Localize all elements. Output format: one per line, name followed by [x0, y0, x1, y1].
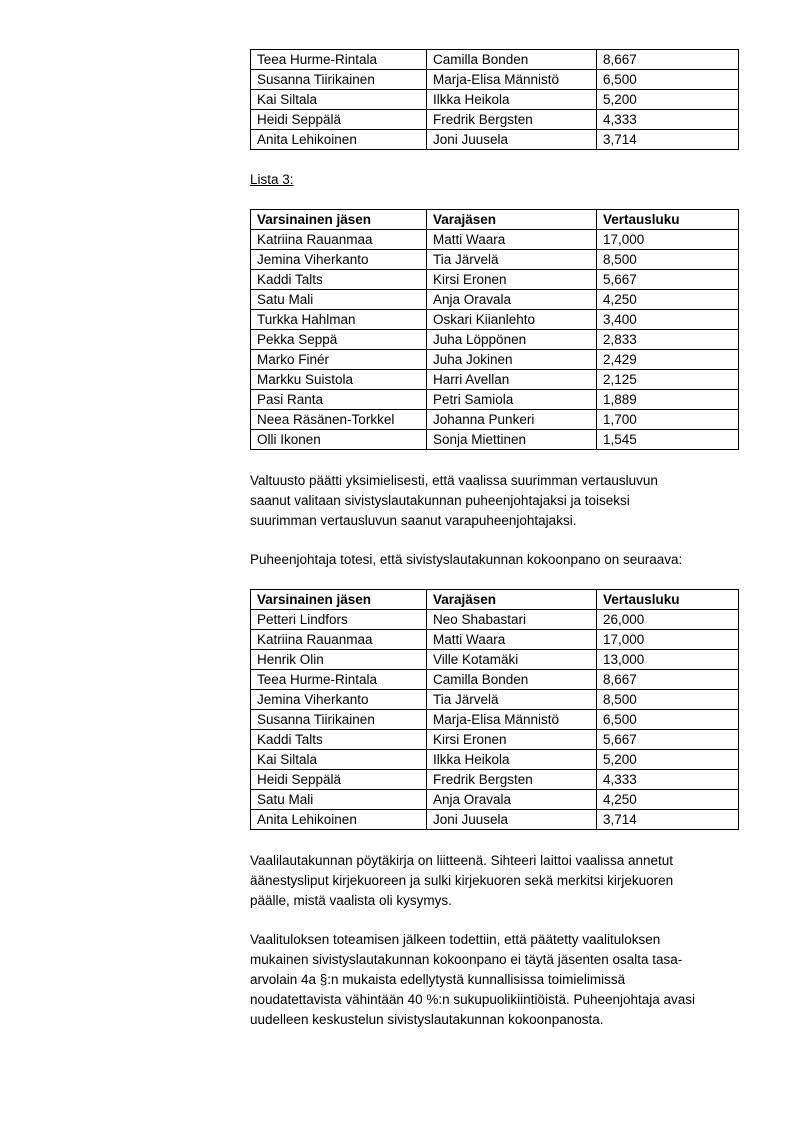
cell-comparison-number: 2,429 — [597, 350, 739, 370]
cell-regular-member: Kaddi Talts — [251, 730, 427, 750]
paragraph-line: äänestysliput kirjekuoreen ja sulki kirjekuoren sekä merkitsi kirjekuoren — [250, 873, 674, 888]
table-row — [251, 810, 739, 830]
table-row — [251, 630, 739, 650]
table-row — [251, 790, 739, 810]
paragraph-line: saanut valitaan sivistyslautakunnan puheenjohtajaksi ja toiseksi — [250, 493, 630, 508]
table-row — [251, 750, 739, 770]
cell-regular-member: Jemina Viherkanto — [251, 250, 427, 270]
cell-deputy-member: Joni Juusela — [427, 810, 597, 830]
table-row — [251, 410, 739, 430]
table-row — [251, 290, 739, 310]
cell-comparison-number: 17,000 — [597, 230, 739, 250]
cell-comparison-number: 3,714 — [597, 130, 739, 150]
paragraph-line: Puheenjohtaja totesi, että sivistyslautakunnan kokoonpano on seuraava: — [250, 552, 683, 567]
committee-composition-table — [250, 589, 739, 830]
cell-deputy-member: Oskari Kiianlehto — [427, 310, 597, 330]
cell-regular-member: Satu Mali — [251, 290, 427, 310]
table-row — [251, 270, 739, 290]
paragraph-composition-intro — [250, 550, 738, 570]
cell-deputy-member: Camilla Bonden — [427, 670, 597, 690]
cell-deputy-member: Juha Löppönen — [427, 330, 597, 350]
cell-regular-member: Marko Finér — [251, 350, 427, 370]
table-body — [251, 610, 739, 830]
paragraph-line: päälle, mistä vaalista oli kysymys. — [250, 893, 452, 908]
table-row — [251, 390, 739, 410]
cell-comparison-number: 2,125 — [597, 370, 739, 390]
cell-comparison-number: 8,667 — [597, 670, 739, 690]
cell-comparison-number: 4,250 — [597, 790, 739, 810]
cell-deputy-member: Anja Oravala — [427, 790, 597, 810]
cell-deputy-member: Camilla Bonden — [427, 50, 597, 70]
table-header-row — [251, 590, 739, 610]
header-deputy-member: Varajäsen — [427, 590, 597, 610]
paragraph-line: suurimman vertausluvun saanut varapuheenjohtajaksi. — [250, 513, 577, 528]
results-table-continued — [250, 49, 739, 150]
cell-regular-member: Pekka Seppä — [251, 330, 427, 350]
cell-deputy-member: Johanna Punkeri — [427, 410, 597, 430]
cell-regular-member: Olli Ikonen — [251, 430, 427, 450]
cell-deputy-member: Ilkka Heikola — [427, 90, 597, 110]
cell-regular-member: Turkka Hahlman — [251, 310, 427, 330]
paragraph-line: arvolain 4a §:n mukaista edellytystä kunnallisissa toimielimissä — [250, 972, 626, 987]
table-row — [251, 250, 739, 270]
cell-comparison-number: 5,200 — [597, 750, 739, 770]
cell-comparison-number: 8,667 — [597, 50, 739, 70]
cell-deputy-member: Ville Kotamäki — [427, 650, 597, 670]
header-regular-member: Varsinainen jäsen — [251, 210, 427, 230]
header-comparison-number: Vertausluku — [597, 210, 739, 230]
header-deputy-member: Varajäsen — [427, 210, 597, 230]
cell-regular-member: Teea Hurme-Rintala — [251, 50, 427, 70]
cell-comparison-number: 2,833 — [597, 330, 739, 350]
cell-regular-member: Neea Räsänen-Torkkel — [251, 410, 427, 430]
list-3-table — [250, 209, 739, 450]
table-row — [251, 310, 739, 330]
cell-deputy-member: Marja-Elisa Männistö — [427, 70, 597, 90]
cell-comparison-number: 1,889 — [597, 390, 739, 410]
cell-regular-member: Susanna Tiirikainen — [251, 710, 427, 730]
cell-comparison-number: 13,000 — [597, 650, 739, 670]
cell-deputy-member: Ilkka Heikola — [427, 750, 597, 770]
cell-deputy-member: Fredrik Bergsten — [427, 770, 597, 790]
cell-regular-member: Kaddi Talts — [251, 270, 427, 290]
table-row — [251, 730, 739, 750]
paragraph-line: Valtuusto päätti yksimielisesti, että vaalissa suurimman vertausluvun — [250, 473, 658, 488]
cell-comparison-number: 6,500 — [597, 70, 739, 90]
cell-regular-member: Heidi Seppälä — [251, 110, 427, 130]
table-row — [251, 650, 739, 670]
cell-deputy-member: Matti Waara — [427, 630, 597, 650]
table-row — [251, 70, 739, 90]
cell-regular-member: Anita Lehikoinen — [251, 130, 427, 150]
table-row — [251, 610, 739, 630]
table-row — [251, 230, 739, 250]
cell-regular-member: Petteri Lindfors — [251, 610, 427, 630]
table-row — [251, 670, 739, 690]
cell-comparison-number: 1,545 — [597, 430, 739, 450]
cell-comparison-number: 6,500 — [597, 710, 739, 730]
cell-comparison-number: 4,333 — [597, 110, 739, 130]
table-row — [251, 350, 739, 370]
cell-regular-member: Kai Siltala — [251, 750, 427, 770]
cell-regular-member: Pasi Ranta — [251, 390, 427, 410]
cell-comparison-number: 1,700 — [597, 410, 739, 430]
cell-comparison-number: 4,250 — [597, 290, 739, 310]
table-row — [251, 710, 739, 730]
cell-deputy-member: Kirsi Eronen — [427, 730, 597, 750]
cell-regular-member: Heidi Seppälä — [251, 770, 427, 790]
cell-deputy-member: Tia Järvelä — [427, 690, 597, 710]
paragraph-line: mukainen sivistyslautakunnan kokoonpano ei täytä jäsenten osalta tasa- — [250, 952, 683, 967]
header-comparison-number: Vertausluku — [597, 590, 739, 610]
cell-comparison-number: 8,500 — [597, 690, 739, 710]
list-3-label: Lista 3: — [250, 172, 294, 187]
table-row — [251, 770, 739, 790]
cell-regular-member: Teea Hurme-Rintala — [251, 670, 427, 690]
cell-deputy-member: Juha Jokinen — [427, 350, 597, 370]
cell-regular-member: Satu Mali — [251, 790, 427, 810]
table-row — [251, 330, 739, 350]
cell-regular-member: Susanna Tiirikainen — [251, 70, 427, 90]
header-regular-member: Varsinainen jäsen — [251, 590, 427, 610]
cell-deputy-member: Kirsi Eronen — [427, 270, 597, 290]
cell-deputy-member: Marja-Elisa Männistö — [427, 710, 597, 730]
cell-deputy-member: Matti Waara — [427, 230, 597, 250]
cell-regular-member: Anita Lehikoinen — [251, 810, 427, 830]
cell-deputy-member: Neo Shabastari — [427, 610, 597, 630]
cell-deputy-member: Fredrik Bergsten — [427, 110, 597, 130]
paragraph-line: Vaalilautakunnan pöytäkirja on liitteenä. Sihteeri laittoi vaalissa annetut — [250, 853, 674, 868]
table-body — [251, 230, 739, 450]
cell-comparison-number: 17,000 — [597, 630, 739, 650]
cell-comparison-number: 3,714 — [597, 810, 739, 830]
cell-regular-member: Markku Suistola — [251, 370, 427, 390]
cell-deputy-member: Petri Samiola — [427, 390, 597, 410]
cell-regular-member: Henrik Olin — [251, 650, 427, 670]
cell-deputy-member: Tia Järvelä — [427, 250, 597, 270]
table-row — [251, 90, 739, 110]
cell-comparison-number: 5,200 — [597, 90, 739, 110]
cell-deputy-member: Anja Oravala — [427, 290, 597, 310]
cell-regular-member: Jemina Viherkanto — [251, 690, 427, 710]
table-row — [251, 690, 739, 710]
paragraph-line: noudatettavista vähintään 40 %:n sukupuolikiintiöistä. Puheenjohtaja avasi — [250, 992, 696, 1007]
table-body — [251, 50, 739, 150]
cell-comparison-number: 26,000 — [597, 610, 739, 630]
table-row — [251, 50, 739, 70]
table-row — [251, 130, 739, 150]
cell-comparison-number: 8,500 — [597, 250, 739, 270]
paragraph-decision — [250, 471, 738, 531]
paragraph-minutes — [250, 851, 738, 911]
cell-regular-member: Katriina Rauanmaa — [251, 230, 427, 250]
cell-comparison-number: 5,667 — [597, 730, 739, 750]
cell-comparison-number: 3,400 — [597, 310, 739, 330]
table-row — [251, 430, 739, 450]
cell-comparison-number: 5,667 — [597, 270, 739, 290]
cell-regular-member: Katriina Rauanmaa — [251, 630, 427, 650]
paragraph-line: Vaalituloksen toteamisen jälkeen todettiin, että päätetty vaalituloksen — [250, 932, 661, 947]
cell-deputy-member: Harri Avellan — [427, 370, 597, 390]
paragraph-gender-quota — [250, 930, 738, 1030]
paragraph-line: uudelleen keskustelun sivistyslautakunnan kokoonpanosta. — [250, 1012, 604, 1027]
cell-comparison-number: 4,333 — [597, 770, 739, 790]
table-header-row — [251, 210, 739, 230]
cell-regular-member: Kai Siltala — [251, 90, 427, 110]
table-row — [251, 110, 739, 130]
cell-deputy-member: Sonja Miettinen — [427, 430, 597, 450]
cell-deputy-member: Joni Juusela — [427, 130, 597, 150]
table-row — [251, 370, 739, 390]
